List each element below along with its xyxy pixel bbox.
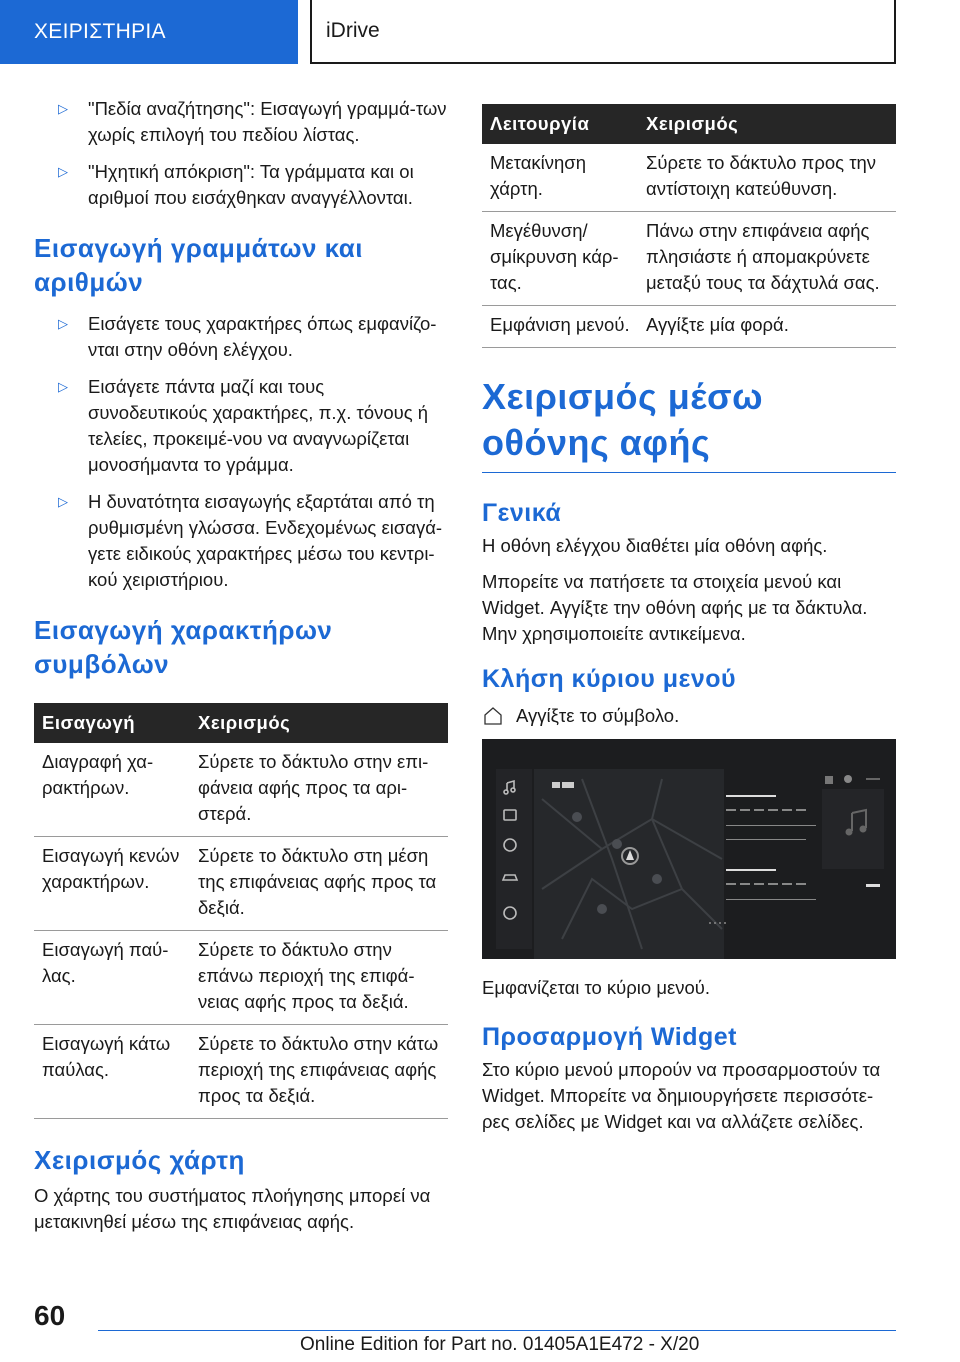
table-cell: Μεγέθυνση/ σμίκρυνση κάρ-τας. <box>482 212 638 306</box>
home-instruction-text: Αγγίξτε το σύμβολο. <box>516 705 680 726</box>
list-item-text: "Πεδία αναζήτησης": Εισαγωγή γραμμά-των χωρίς επιλογή του πεδίου λίστας. <box>88 98 447 145</box>
right-column <box>482 104 896 1145</box>
left-column <box>34 96 448 1245</box>
table-header-cell: Χειρισμός <box>190 703 448 743</box>
footer-edition: Online Edition for Part no. 01405A1E472 - X/20 <box>300 1334 700 1355</box>
table-row <box>482 306 896 348</box>
table-header-row <box>482 104 896 144</box>
list-item-text: "Ηχητική απόκριση": Τα γράμματα και οι αριθμοί που εισάχθηκαν αναγγέλλονται. <box>88 161 414 208</box>
table-cell: Σύρετε το δάκτυλο στην κάτω περιοχή της επιφάνειας αφής προς τα δεξιά. <box>190 1025 448 1119</box>
list-item <box>34 311 448 363</box>
table-row <box>34 1025 448 1119</box>
triangle-bullet-icon: ▷ <box>58 101 68 116</box>
table-cell: Διαγραφή χα-ρακτήρων. <box>34 743 190 837</box>
table-header-cell: Εισαγωγή <box>34 703 190 743</box>
section-title: iDrive <box>310 0 896 64</box>
table-cell: Εισαγωγή κάτω παύλας. <box>34 1025 190 1119</box>
symbols-heading: Εισαγωγή χαρακτήρων συμβόλων <box>34 615 333 679</box>
triangle-bullet-icon: ▷ <box>58 379 68 394</box>
list-item-text: Εισάγετε πάντα μαζί και τους συνοδευτικούς χαρακτήρες, π.χ. τόνους ή τελείες, προκειμέ-νου να αναγνωρίζεται μονοσήμαντα το γράμμα. <box>88 376 429 475</box>
triangle-bullet-icon: ▷ <box>58 316 68 331</box>
table-cell: Σύρετε το δάκτυλο προς την αντίστοιχη κατεύθυνση. <box>638 144 896 212</box>
table-cell: Αγγίξτε μία φορά. <box>638 306 896 348</box>
table-cell: Μετακίνηση χάρτη. <box>482 144 638 212</box>
table-row <box>34 931 448 1025</box>
chapter-tab: ΧΕΙΡΙΣΤΗΡΙΑ <box>0 0 298 64</box>
page-header <box>0 0 960 64</box>
list-item <box>34 159 448 211</box>
home-instruction <box>482 703 896 729</box>
table-cell: Σύρετε το δάκτυλο στη μέση της επιφάνειας αφής προς τα δεξιά. <box>190 837 448 931</box>
map-heading: Χειρισμός χάρτη <box>34 1145 245 1175</box>
list-item <box>34 489 448 593</box>
page-number: 60 <box>34 1300 66 1331</box>
table-row <box>34 837 448 931</box>
list-item <box>34 96 448 148</box>
general-paragraph-2: Μπορείτε να πατήσετε τα στοιχεία μενού και Widget. Αγγίξτε την οθόνη αφής με τα δάκτυλα. Μην χρησιμοποιείτε αντικείμενα. <box>482 571 868 644</box>
widget-text: Στο κύριο μενού μπορούν να προσαρμοστούν τα Widget. Μπορείτε να δημιουργήσετε περισσότε-ρες σελίδες με Widget και να αλλάζετε σελίδες. <box>482 1059 881 1132</box>
general-paragraph-1: Η οθόνη ελέγχου διαθέτει μία οθόνη αφής. <box>482 535 828 556</box>
table-header-row <box>34 703 448 743</box>
triangle-bullet-icon: ▷ <box>58 494 68 509</box>
table-row <box>482 212 896 306</box>
letters-heading: Εισαγωγή γραμμάτων και αριθμών <box>34 233 364 297</box>
table-row <box>34 743 448 837</box>
main-menu-heading: Κλήση κύριου μενού <box>482 665 737 693</box>
list-item <box>34 374 448 478</box>
map-table <box>482 104 896 348</box>
list-item-text: Εισάγετε τους χαρακτήρες όπως εμφανίζο-νται στην οθόνη ελέγχου. <box>88 313 437 360</box>
table-cell: Σύρετε το δάκτυλο στην επάνω περιοχή της επιφά-νειας αφής προς τα δεξιά. <box>190 931 448 1025</box>
table-row <box>482 144 896 212</box>
footer-divider <box>98 1330 896 1331</box>
table-cell: Εμφάνιση μενού. <box>482 306 638 348</box>
triangle-bullet-icon: ▷ <box>58 164 68 179</box>
table-cell: Εισαγωγή κενών χαρακτήρων. <box>34 837 190 931</box>
list-item-text: Η δυνατότητα εισαγωγής εξαρτάται από τη ρυθμισμένη γλώσσα. Ενδεχομένως εισαγά-γετε ειδικούς χαρακτήρες μέσω του κεντρι-κού χειριστήριου. <box>88 491 443 590</box>
main-menu-screenshot <box>482 739 896 959</box>
screen-caption: Εμφανίζεται το κύριο μενού. <box>482 977 711 998</box>
widget-heading: Προσαρμογή Widget <box>482 1023 738 1051</box>
symbols-table <box>34 703 448 1119</box>
table-cell: Εισαγωγή παύ-λας. <box>34 931 190 1025</box>
home-icon <box>482 705 510 727</box>
touch-heading: Χειρισμός μέσω οθόνης αφής <box>482 374 896 473</box>
table-header-cell: Χειρισμός <box>638 104 896 144</box>
general-heading: Γενικά <box>482 499 562 527</box>
table-cell: Πάνω στην επιφάνεια αφής πλησιάστε ή απομακρύνετε μεταξύ τους τα δάχτυλά σας. <box>638 212 896 306</box>
table-header-cell: Λειτουργία <box>482 104 638 144</box>
map-text: Ο χάρτης του συστήματος πλοήγησης μπορεί να μετακινηθεί μέσω της επιφάνειας αφής. <box>34 1185 431 1232</box>
table-cell: Σύρετε το δάκτυλο στην επι-φάνεια αφής προς τα αρι-στερά. <box>190 743 448 837</box>
